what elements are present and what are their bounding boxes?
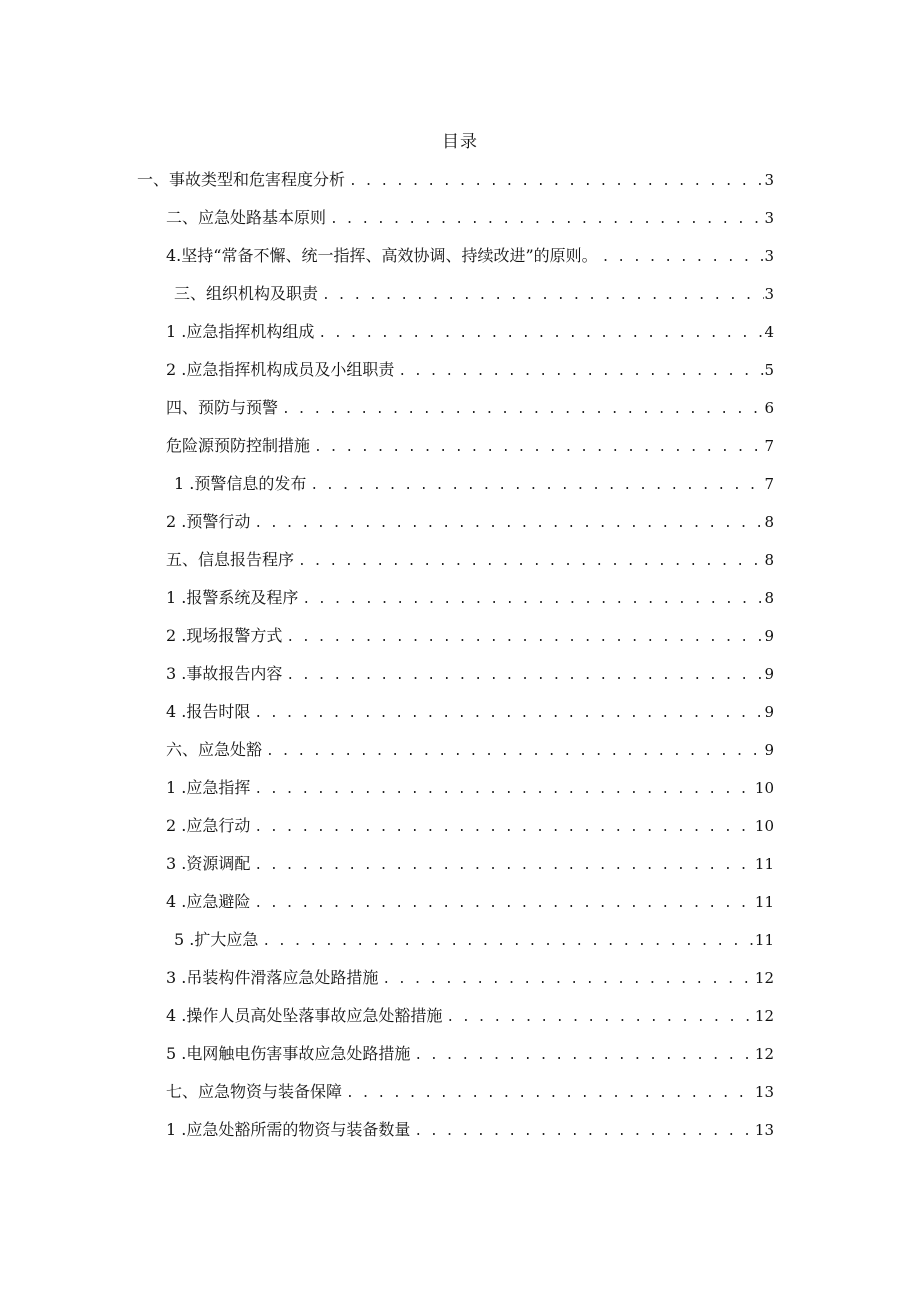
toc-dot-leader: [258, 928, 755, 956]
toc-entry-label: 3 .事故报告内容: [166, 664, 283, 683]
toc-entry-label: 六、应急处豁: [166, 740, 263, 759]
toc-entry-label: 二、应急处路基本原则: [166, 208, 327, 227]
toc-entry-page: 13: [754, 1083, 774, 1101]
toc-dot-leader: [250, 890, 755, 918]
toc-entry-page: 3: [764, 171, 774, 189]
toc-dot-leader: [282, 624, 764, 652]
toc-entry-label: 四、预防与预警: [166, 398, 279, 417]
toc-dot-leader: [294, 548, 764, 576]
toc-entry-page: 9: [764, 703, 774, 721]
toc-dot-leader: [250, 776, 755, 804]
toc-entry-label: 1 .应急处豁所需的物资与装备数量: [166, 1120, 411, 1139]
toc-entry[interactable]: [0, 204, 920, 242]
toc-dot-leader: [326, 206, 764, 234]
toc-entry-page: 8: [764, 513, 774, 531]
toc-entry[interactable]: [0, 242, 920, 280]
toc-dot-leader: [410, 1042, 755, 1070]
toc-entry[interactable]: [0, 850, 920, 888]
toc-entry-label: 七、应急物资与装备保障: [166, 1082, 343, 1101]
toc-dot-leader: [314, 320, 764, 348]
toc-entry-label: 危险源预防控制措施: [166, 436, 311, 455]
toc-list: [0, 166, 920, 1154]
toc-entry-label: 4 .操作人员高处坠落事故应急处豁措施: [166, 1006, 443, 1025]
toc-entry-page: 11: [754, 893, 774, 911]
toc-dot-leader: [282, 662, 764, 690]
toc-entry-page: 3: [764, 285, 774, 303]
toc-entry-label: 1 .应急指挥机构组成: [166, 322, 315, 341]
toc-entry[interactable]: [0, 660, 920, 698]
toc-dot-leader: [262, 738, 764, 766]
toc-dot-leader: [278, 396, 764, 424]
toc-entry-page: 10: [754, 779, 774, 797]
toc-entry-label: 2 .现场报警方式: [166, 626, 283, 645]
toc-dot-leader: [342, 1080, 755, 1108]
toc-entry-page: 12: [754, 969, 774, 987]
toc-entry-label: 1 .预警信息的发布: [174, 474, 307, 493]
toc-entry-label: 1 .报警系统及程序: [166, 588, 299, 607]
toc-entry-label: 5 .电网触电伤害事故应急处路措施: [166, 1044, 411, 1063]
toc-entry-page: 9: [764, 627, 774, 645]
toc-dot-leader: [250, 510, 764, 538]
toc-entry[interactable]: [0, 1040, 920, 1078]
toc-entry[interactable]: [0, 166, 920, 204]
toc-entry-label: 2 .预警行动: [166, 512, 251, 531]
toc-entry-page: 12: [754, 1007, 774, 1025]
toc-entry-label: 2 .应急指挥机构成员及小组职责: [166, 360, 395, 379]
toc-entry-label: 2 .应急行动: [166, 816, 251, 835]
toc-dot-leader: [378, 966, 755, 994]
toc-entry[interactable]: [0, 1116, 920, 1154]
toc-entry-page: 8: [764, 589, 774, 607]
toc-entry[interactable]: [0, 812, 920, 850]
toc-dot-leader: [250, 852, 755, 880]
toc-entry-label: 5 .扩大应急: [174, 930, 259, 949]
toc-dot-leader: [394, 358, 764, 386]
toc-entry-label: 4 .报告时限: [166, 702, 251, 721]
toc-dot-leader: [318, 282, 764, 310]
toc-entry-label: 五、信息报告程序: [166, 550, 295, 569]
toc-entry-page: 3: [764, 209, 774, 227]
toc-entry[interactable]: [0, 280, 920, 318]
toc-entry-label: 3 .资源调配: [166, 854, 251, 873]
toc-entry[interactable]: [0, 1002, 920, 1040]
toc-dot-leader: [442, 1004, 755, 1032]
toc-dot-leader: [306, 472, 764, 500]
toc-entry[interactable]: [0, 774, 920, 812]
toc-dot-leader: [250, 700, 764, 728]
toc-entry[interactable]: [0, 432, 920, 470]
toc-entry-page: 4: [764, 323, 774, 341]
toc-dot-leader: [250, 814, 755, 842]
toc-entry-page: 8: [764, 551, 774, 569]
toc-entry-label: 3 .吊装构件滑落应急处路措施: [166, 968, 379, 987]
toc-entry-page: 5: [764, 361, 774, 379]
toc-entry[interactable]: [0, 1078, 920, 1116]
toc-dot-leader: [410, 1118, 755, 1146]
toc-dot-leader: [598, 244, 765, 272]
toc-dot-leader: [310, 434, 764, 462]
toc-entry[interactable]: [0, 622, 920, 660]
toc-dot-leader: [298, 586, 764, 614]
toc-entry-page: 9: [764, 665, 774, 683]
toc-entry-label: 一、事故类型和危害程度分析: [137, 170, 346, 189]
toc-entry-page: 11: [754, 855, 774, 873]
toc-entry[interactable]: [0, 508, 920, 546]
toc-entry-page: 12: [754, 1045, 774, 1063]
toc-entry-page: 7: [764, 437, 774, 455]
toc-entry[interactable]: [0, 736, 920, 774]
toc-entry-page: 10: [754, 817, 774, 835]
toc-entry-label: 1 .应急指挥: [166, 778, 251, 797]
toc-title: 目录: [442, 132, 478, 152]
toc-entry-page: 7: [764, 475, 774, 493]
toc-entry[interactable]: [0, 394, 920, 432]
toc-entry-label: 三、组织机构及职责: [174, 284, 319, 303]
toc-entry-label: 4.坚持“常备不懈、统一指挥、高效协调、持续改进”的原则。: [166, 246, 598, 265]
toc-entry[interactable]: [0, 698, 920, 736]
toc-entry[interactable]: [0, 964, 920, 1002]
toc-entry[interactable]: [0, 470, 920, 508]
toc-entry[interactable]: [0, 356, 920, 394]
toc-entry-page: 13: [754, 1121, 774, 1139]
toc-entry[interactable]: [0, 546, 920, 584]
toc-entry[interactable]: [0, 926, 920, 964]
toc-entry[interactable]: [0, 888, 920, 926]
toc-entry-page: 11: [754, 931, 774, 949]
toc-dot-leader: [345, 168, 764, 196]
toc-entry[interactable]: [0, 584, 920, 622]
toc-entry[interactable]: [0, 318, 920, 356]
toc-entry-page: 3: [764, 247, 774, 265]
toc-entry-label: 4 .应急避险: [166, 892, 251, 911]
toc-entry-page: 6: [764, 399, 774, 417]
toc-entry-page: 9: [764, 741, 774, 759]
